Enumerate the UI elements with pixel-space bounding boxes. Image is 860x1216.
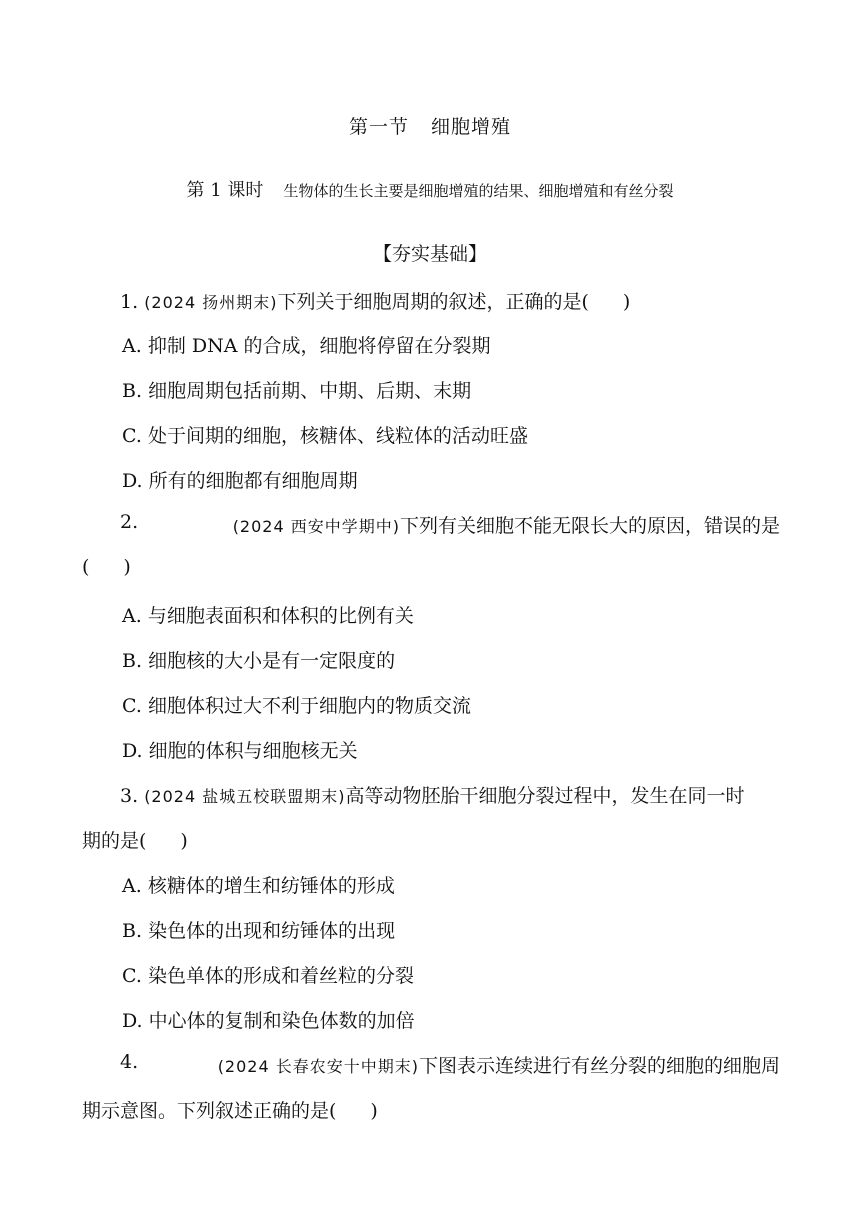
question-text-continued: 期的是( (82, 830, 147, 852)
question-3-option-a (122, 871, 395, 898)
option-text: 与细胞表面积和体积的比例有关 (147, 605, 414, 627)
question-number: 3. (120, 785, 139, 807)
option-text: 处于间期的细胞，核糖体、线粒体的活动旺盛 (147, 425, 528, 447)
question-2-option-a (122, 601, 414, 628)
question-text: 下列有关细胞不能无限长大的原因，错误的是 (399, 515, 780, 537)
answer-paren-close: ) (370, 1100, 378, 1122)
question-source: (2024 长春农安十中期末) (217, 1057, 419, 1076)
option-letter: C. (122, 965, 142, 987)
question-source: (2024 扬州期末) (144, 293, 278, 312)
question-2-stem (120, 511, 780, 538)
option-letter: A. (122, 605, 142, 627)
option-letter: A. (122, 335, 142, 357)
option-letter: B. (122, 650, 143, 672)
option-text: 细胞核的大小是有一定限度的 (148, 650, 396, 672)
section-number: 第一节 (348, 116, 409, 138)
question-number: 4. (120, 1051, 139, 1073)
question-2-option-d (122, 736, 358, 763)
question-3-continuation (82, 826, 188, 853)
option-letter: D. (122, 470, 143, 492)
question-3-option-b (122, 916, 395, 943)
question-2-option-b (122, 646, 395, 673)
option-letter: A. (122, 875, 142, 897)
question-text: 下图表示连续进行有丝分裂的细胞的细胞周 (418, 1055, 780, 1077)
option-letter: D. (122, 1010, 143, 1032)
question-1-option-c (122, 421, 528, 448)
lesson-label: 第 1 课时 (186, 180, 264, 201)
question-1-option-d (122, 466, 358, 493)
option-text: 细胞的体积与细胞核无关 (148, 740, 358, 762)
answer-paren-open: ( (82, 556, 90, 578)
question-number: 2. (120, 511, 139, 533)
option-text: 染色单体的形成和着丝粒的分裂 (147, 965, 414, 987)
question-4-stem (120, 1051, 780, 1078)
lesson-topic: 生物体的生长主要是细胞增殖的结果、细胞增殖和有丝分裂 (283, 182, 674, 200)
answer-paren-close: ) (180, 830, 188, 852)
section-title (0, 112, 860, 139)
answer-paren-close: ) (622, 291, 631, 313)
question-2-option-c (122, 691, 471, 718)
option-text: 中心体的复制和染色体数的加倍 (148, 1010, 415, 1032)
option-letter: C. (122, 695, 142, 717)
option-text: 细胞周期包括前期、中期、后期、末期 (148, 380, 472, 402)
question-2-continuation (82, 556, 131, 578)
question-text: 高等动物胚胎干细胞分裂过程中，发生在同一时 (345, 785, 745, 807)
option-text: 核糖体的增生和纺锤体的形成 (147, 875, 395, 897)
question-1-option-b (122, 376, 471, 403)
option-letter: B. (122, 920, 143, 942)
question-1-stem (120, 287, 630, 314)
option-letter: B. (122, 380, 143, 402)
option-text: 所有的细胞都有细胞周期 (148, 470, 358, 492)
section-name: 细胞增殖 (431, 116, 512, 138)
answer-paren-close: ) (123, 556, 131, 578)
question-3-option-c (122, 961, 414, 988)
question-source: (2024 盐城五校联盟期末) (144, 787, 346, 806)
option-text: 细胞体积过大不利于细胞内的物质交流 (147, 695, 471, 717)
question-3-option-d (122, 1006, 415, 1033)
part-heading: 【夯实基础】 (372, 243, 487, 265)
question-4-continuation (82, 1096, 378, 1123)
option-text: 染色体的出现和纺锤体的出现 (148, 920, 396, 942)
option-text: 抑制 DNA 的合成，细胞将停留在分裂期 (147, 335, 491, 357)
lesson-subtitle (0, 176, 860, 202)
question-number: 1. (120, 291, 139, 313)
question-1-option-a (122, 331, 490, 358)
option-letter: D. (122, 740, 143, 762)
question-text-continued: 期示意图。下列叙述正确的是( (82, 1100, 337, 1122)
question-text: 下列关于细胞周期的叙述，正确的是( (277, 291, 589, 313)
question-3-stem (120, 781, 745, 808)
option-letter: C. (122, 425, 142, 447)
question-source: (2024 西安中学期中) (232, 517, 400, 536)
